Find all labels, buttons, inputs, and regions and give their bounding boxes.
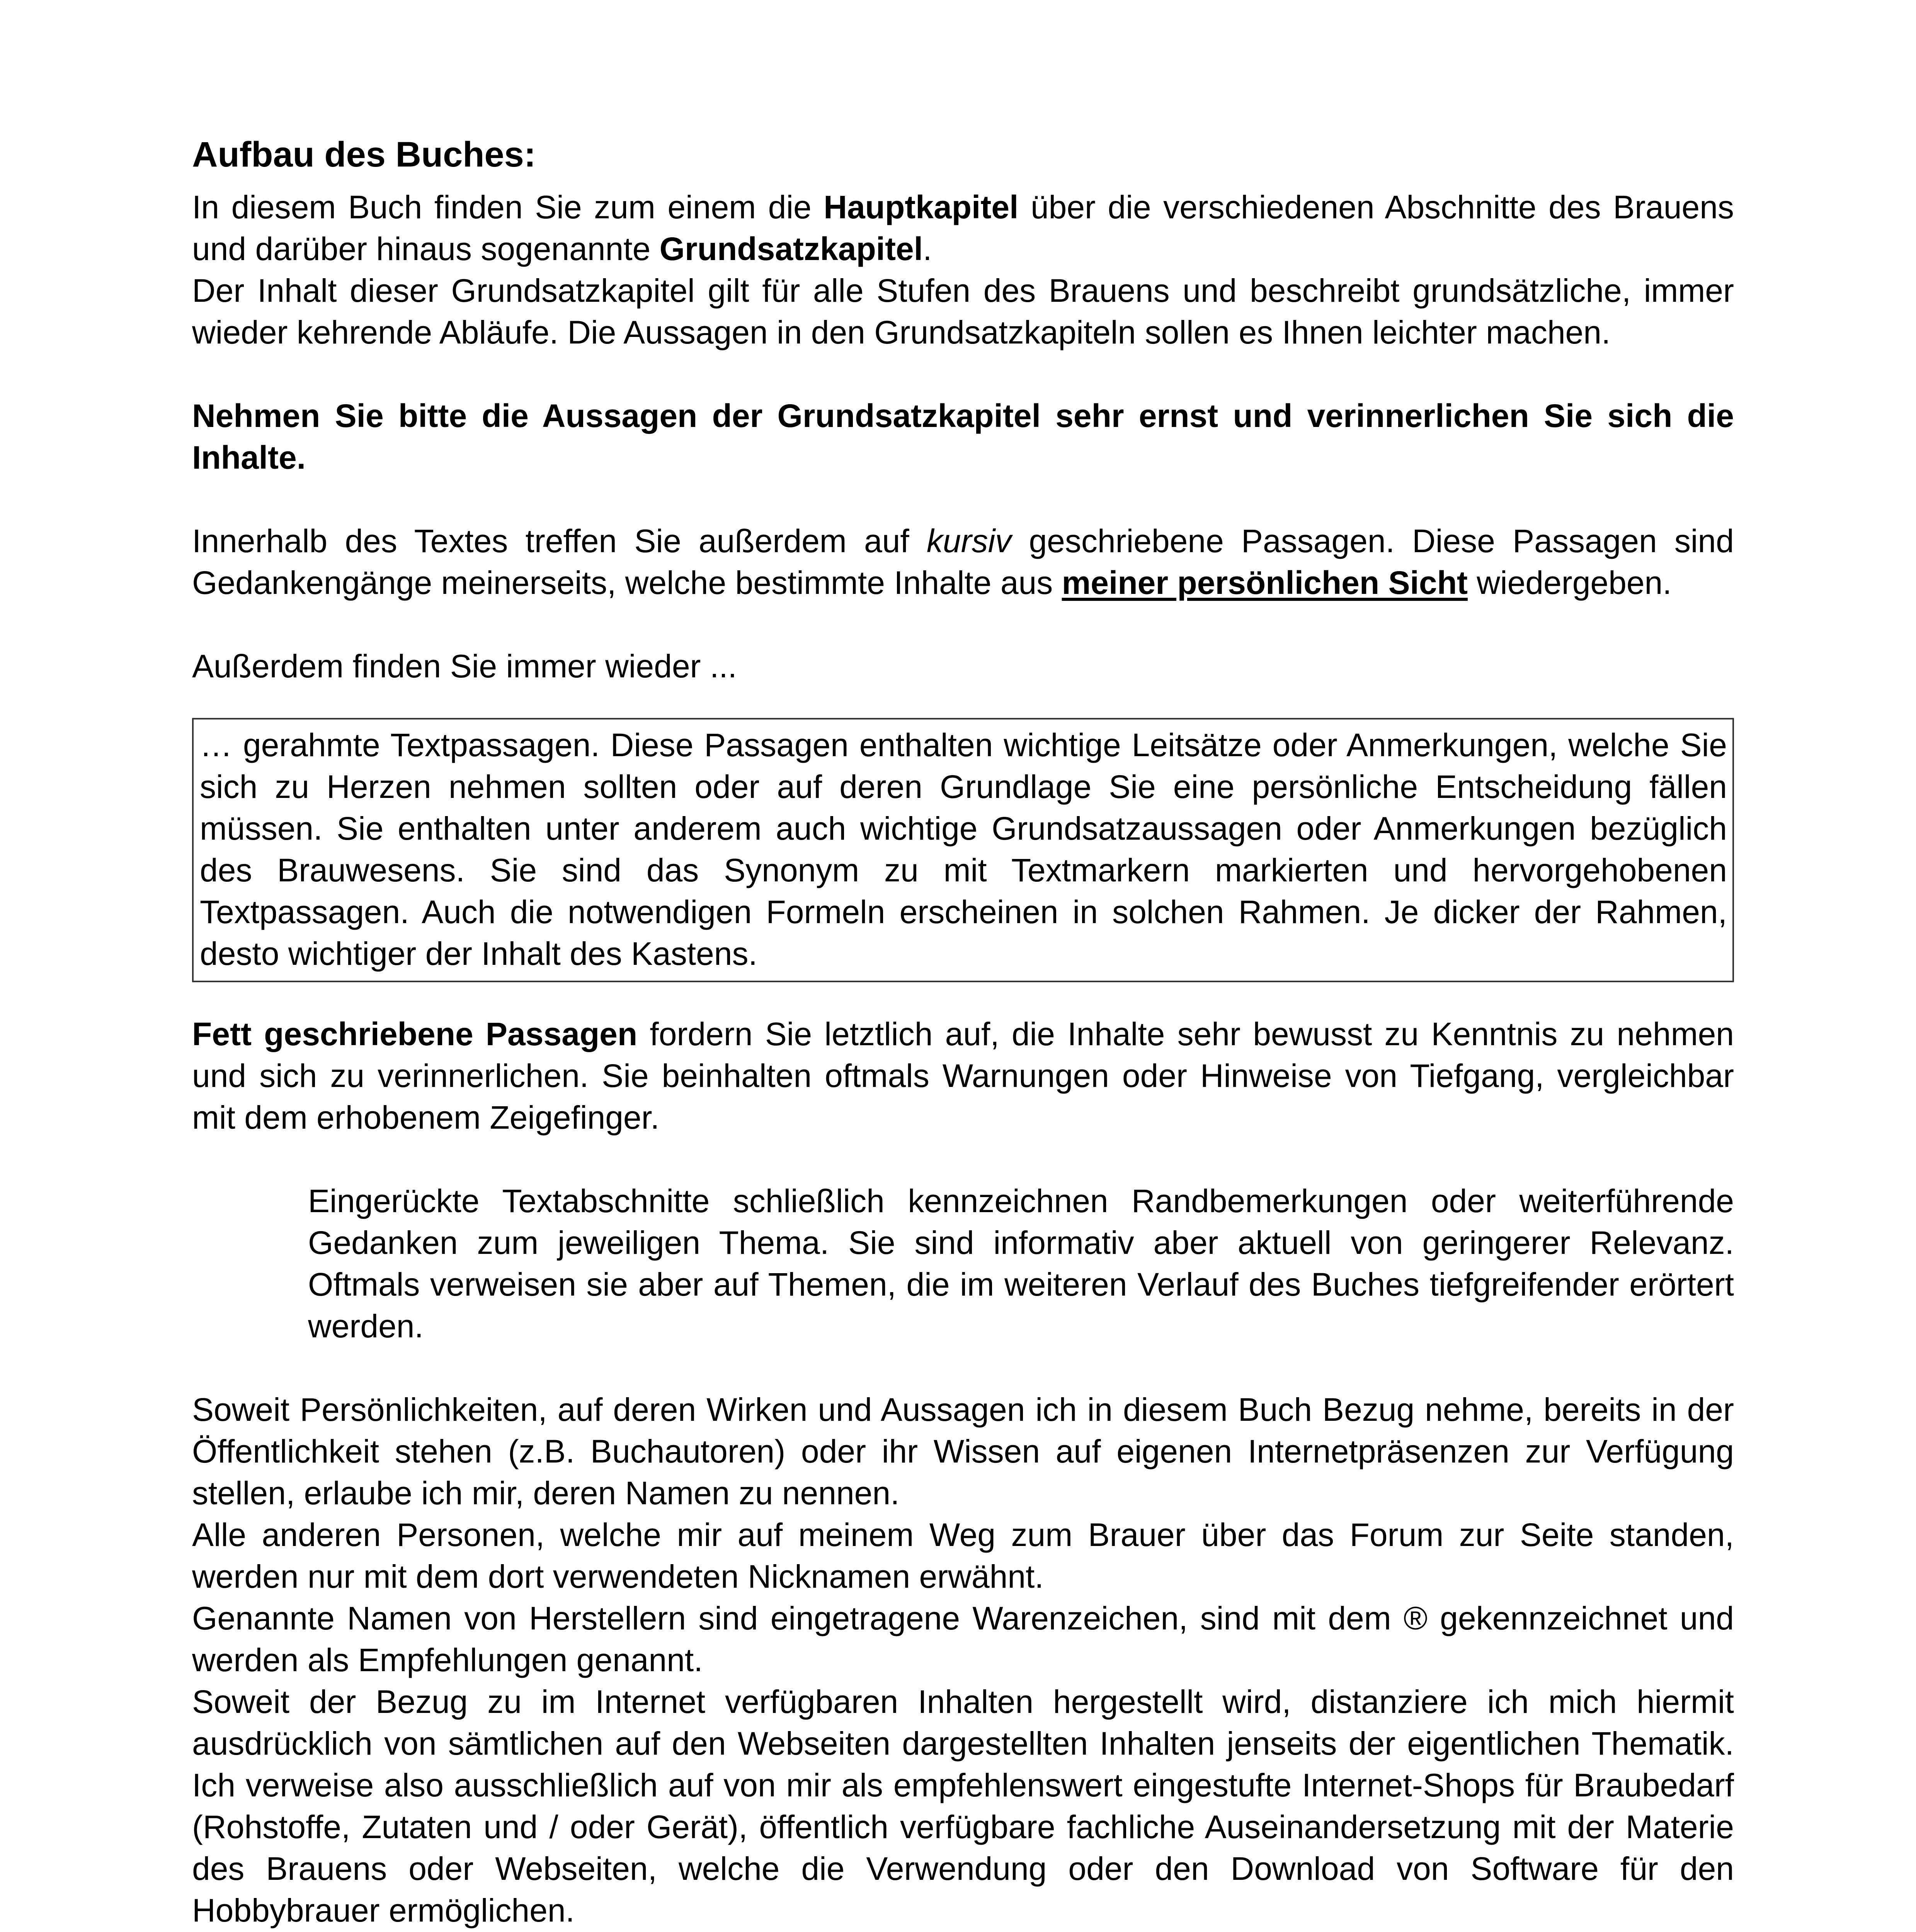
framed-text-box [192, 718, 1734, 982]
paragraph-personen: Alle anderen Personen, welche mir auf meinem Weg zum Brauer über das Forum zur Seite standen, werden nur mit dem dort verwendeten Nicknamen erwähnt. [192, 1517, 1734, 1595]
framed-text: … gerahmte Textpassagen. Diese Passagen enthalten wichtige Leitsätze oder Anmerkungen, welche Sie sich zu Herzen nehmen sollten oder auf deren Grundlage Sie eine persönliche Entscheidung fällen müssen. Sie enthalten unter anderem auch wichtige Grundsatzaussagen oder Anmerkungen bezüglich des Brauwesens. Sie sind das Synonym zu mit Textmarkern markierten und hervorgehobenen Textpassagen. Auch die notwendigen Formeln erscheinen in solchen Rahmen. Je dicker der Rahmen, desto wichtiger der Inhalt des Kastens. [200, 727, 1727, 972]
page-body [192, 131, 1734, 1932]
intro-paragraph-2: Der Inhalt dieser Grundsatzkapitel gilt für alle Stufen des Brauens und beschreibt grundsätzliche, immer wieder kehrende Abläufe. Die Aussagen in den Grundsatzkapiteln sollen es Ihnen leichter machen. [192, 272, 1734, 350]
bold-note: Nehmen Sie bitte die Aussagen der Grundsatzkapitel sehr ernst und verinnerlichen Sie sich die Inhalte. [192, 398, 1734, 476]
kursiv-text-1: Innerhalb des Textes treffen Sie außerdem auf [192, 523, 927, 559]
indented-paragraph: Eingerückte Textabschnitte schließlich kennzeichnen Randbemerkungen oder weiterführende Gedanken zum jeweiligen Thema. Sie sind informativ aber aktuell von geringerer Relevanz. Oftmals verweisen sie aber auf Themen, die im weiteren Verlauf des Buches tiefgreifender erörtert werden. [308, 1183, 1734, 1344]
intro-bold-grundsatzkapitel: Grundsatzkapitel [659, 231, 923, 267]
intro-text-2: über die verschiedenen Abschnitte des Brauens und darüber hinaus sogenannte [192, 189, 1734, 267]
fett-bold-phrase: Fett geschriebene Passagen [192, 1016, 638, 1052]
underlined-phrase: meiner persönlichen Sicht [1062, 565, 1468, 601]
ausserdem-line: Außerdem finden Sie immer wieder ... [192, 648, 737, 684]
kursiv-text-3: wiedergeben. [1467, 565, 1672, 601]
paragraph-persoenlichkeiten: Soweit Persönlichkeiten, auf deren Wirken und Aussagen ich in diesem Buch Bezug nehme, bereits in der Öffentlichkeit stehen (z.B. Buchautoren) oder ihr Wissen auf eigenen Internetpräsenzen zur Verfügung stellen, erlaube ich mir, deren Namen zu nennen. [192, 1391, 1734, 1511]
paragraph-internet: Soweit der Bezug zu im Internet verfügbaren Inhalten hergestellt wird, distanziere ich mich hiermit ausdrücklich von sämtlichen auf den Webseiten dargestellten Inhalten jenseits der eigentlichen Thematik. Ich verweise also ausschließlich auf von mir als empfehlenswert eingestufte Internet-Shops für Braubedarf (Rohstoffe, Zutaten und / oder Gerät), öffentlich verfügbare fachliche Auseinandersetzung mit der Materie des Brauens oder Webseiten, welche die Verwendung oder den Download von Software für den Hobbybrauer ermöglichen. [192, 1684, 1734, 1929]
kursiv-text-2: geschriebene Passagen. Diese Passagen sind Gedankengänge meinerseits, welche bestimmte Inhalte aus [192, 523, 1734, 601]
intro-text-1: In diesem Buch finden Sie zum einem die [192, 189, 824, 225]
kursiv-paragraph [192, 520, 1734, 604]
intro-text-3: . [923, 231, 932, 267]
fett-paragraph [192, 1013, 1734, 1138]
fett-text: fordern Sie letztlich auf, die Inhalte sehr bewusst zu Kenntnis zu nehmen und sich zu verinnerlichen. Sie beinhalten oftmals Warnungen oder Hinweise von Tiefgang, vergleichbar mit dem erhobenem Zeigefinger. [192, 1016, 1734, 1136]
kursiv-word: kursiv [926, 523, 1012, 559]
intro-paragraph [192, 186, 1734, 270]
section-heading: Aufbau des Buches: [192, 135, 536, 174]
paragraph-hersteller: Genannte Namen von Herstellern sind eingetragene Warenzeichen, sind mit dem ® gekennzeichnet und werden als Empfehlungen genannt. [192, 1600, 1734, 1678]
intro-bold-hauptkapitel: Hauptkapitel [824, 189, 1019, 225]
